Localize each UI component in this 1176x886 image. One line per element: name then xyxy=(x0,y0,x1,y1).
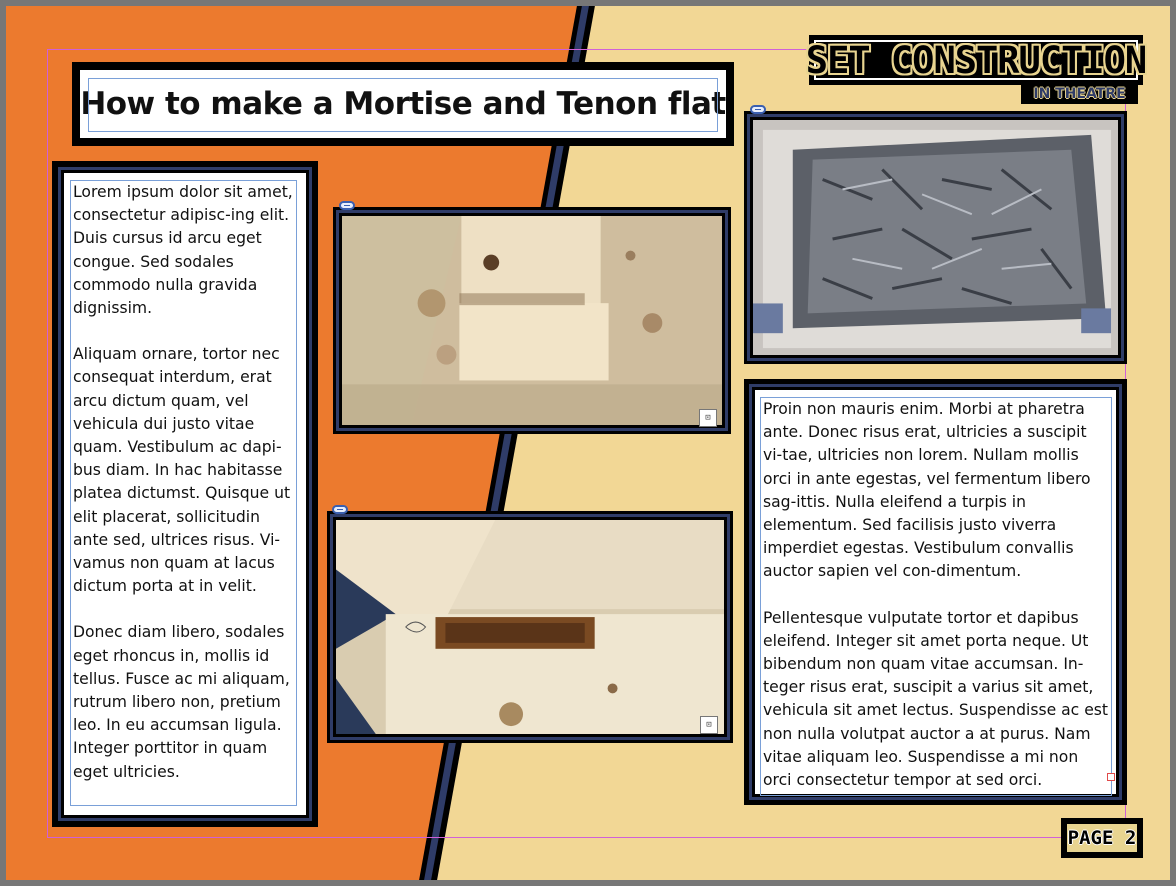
embedded-image-icon: ⊡ xyxy=(700,716,718,734)
wood-board-photo xyxy=(342,216,722,425)
photo-tenon-board xyxy=(342,216,722,425)
banner-in-theatre[interactable] xyxy=(1021,83,1138,104)
right-paragraph-2: Pellentesque vulputate tortor et dapibus eleifend. Integer sit amet porta neque. Ut bibendum non quam vitae accumsan. In-teger risus erat, suscipit a varius sit amet, vehicula sit amet lectus. Suspendisse ac est non nulla volutpat auctor a at purus. Nam vitae aliquam leo. Suspendisse a mi non orci consectetur tempor at sed orci. xyxy=(763,608,1109,790)
right-text-box[interactable] xyxy=(760,397,1112,796)
photo-frame-tenon[interactable] xyxy=(333,207,731,434)
link-icon[interactable] xyxy=(332,505,348,514)
embedded-image-icon: ⊡ xyxy=(699,409,717,427)
page-number-text: PAGE 2 xyxy=(1067,827,1137,849)
banner-set-construction[interactable] xyxy=(805,35,1147,85)
title-frame-inner xyxy=(78,68,728,140)
photo-screws-bin xyxy=(753,120,1118,355)
page-title[interactable]: How to make a Mortise and Tenon flat xyxy=(80,86,726,122)
title-frame[interactable] xyxy=(72,62,734,146)
link-icon[interactable] xyxy=(339,201,355,210)
photo-mortise-hole xyxy=(336,520,724,734)
banner-sub-text: IN THEATRE xyxy=(1033,85,1126,102)
right-paragraph-1: Proin non mauris enim. Morbi at pharetra ante. Donec risus erat, ultricies a suscipit vi-tae, ultricies non lorem. Nullam mollis orci in ante egestas, vel fermentum libero sag-ittis. Nulla eleifend a turpis in elementum. Sed facilisis justo viverra imperdiet egestas. Vestibulum convallis auctor sapien vel con-dimentum. xyxy=(763,400,1091,581)
link-icon[interactable] xyxy=(750,105,766,114)
mortise-photo xyxy=(336,520,724,734)
text-out-port-icon[interactable] xyxy=(1107,773,1115,781)
banner-inner xyxy=(805,38,1147,82)
left-text-box[interactable] xyxy=(70,180,297,806)
photo-frame-mortise[interactable] xyxy=(327,511,733,743)
photo-frame-screws[interactable] xyxy=(744,111,1127,364)
left-paragraph-2: Aliquam ornare, tortor nec consequat interdum, erat arcu dictum quam, vel vehicula dui justo vitae quam. Vestibulum ac dapi-bus diam. In hac habitasse platea dictumst. Quisque ut elit placerat, sollicitudin ante sed, ultrices risus. Vi-vamus non quam at lacus dictum porta at in velit. xyxy=(73,345,291,596)
left-paragraph-1: Lorem ipsum dolor sit amet, consectetur adipisc-ing elit. Duis cursus id arcu eget congue. Sed sodales commodo nulla gravida dignissim. xyxy=(73,183,293,318)
left-paragraph-3: Donec diam libero, sodales eget rhoncus in, mollis id tellus. Fusce ac mi aliquam, rutrum libero non, pretium leo. In eu accumsan ligula. Integer porttitor in quam eget ultricies. xyxy=(73,623,290,781)
page-number-badge[interactable] xyxy=(1061,818,1143,858)
banner-main-text: SET CONSTRUCTION xyxy=(805,38,1147,82)
screws-bin-photo xyxy=(753,120,1118,355)
